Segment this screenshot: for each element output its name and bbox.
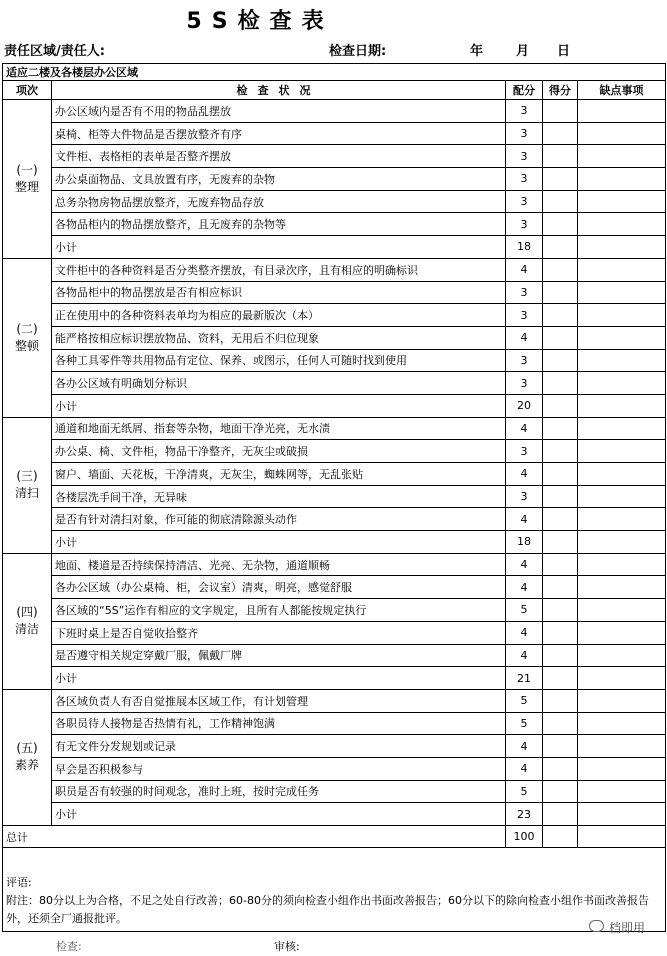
defects-cell[interactable] [578,213,666,236]
defects-cell[interactable] [578,803,666,826]
check-item: 小计 [52,531,506,554]
defects-cell[interactable] [578,735,666,758]
year-label: 年 [470,44,484,59]
points-cell: 21 [506,667,543,690]
score-cell[interactable] [543,599,578,622]
score-cell[interactable] [543,667,578,690]
check-item: 办公桌、椅、文件柜，物品干净整齐，无灰尘或破损 [52,440,506,463]
category-cell: (二) 整顿 [3,258,52,417]
check-item: 办公区域内是否有不用的物品乱摆放 [52,100,506,123]
table-row [3,417,666,440]
checker-label: 检查: [56,940,82,953]
defects-cell[interactable] [578,190,666,213]
table-row [3,667,666,690]
header-defects: 缺点事项 [578,81,666,100]
defects-cell[interactable] [578,576,666,599]
score-cell[interactable] [543,780,578,803]
defects-cell[interactable] [578,712,666,735]
score-cell[interactable] [543,757,578,780]
table-row [3,281,666,304]
points-cell: 4 [506,508,543,531]
score-cell[interactable] [543,145,578,168]
check-item: 小计 [52,667,506,690]
check-item: 各区域的“5S”运作有相应的文字规定，且所有人都能按规定执行 [52,599,506,622]
score-cell[interactable] [543,281,578,304]
score-cell[interactable] [543,168,578,191]
defects-cell[interactable] [578,621,666,644]
header-check: 检查状况 [52,81,506,100]
score-cell[interactable] [543,122,578,145]
total-row [3,826,666,848]
points-cell: 3 [506,440,543,463]
watermark [609,919,645,936]
check-item: 是否有针对清扫对象，作可能的彻底清除源头动作 [52,508,506,531]
category-cell: (四) 清洁 [3,553,52,689]
score-cell[interactable] [543,100,578,123]
score-cell[interactable] [543,735,578,758]
check-item: 各办公区域有明确划分标识 [52,372,506,395]
table-row [3,168,666,191]
score-cell[interactable] [543,394,578,417]
check-item: 各种工具零件等共用物品有定位、保养、或图示，任何人可随时找到使用 [52,349,506,372]
total-defects-cell[interactable] [578,826,666,848]
page-title: 5S检查表 [186,9,334,34]
points-cell: 3 [506,190,543,213]
score-cell[interactable] [543,372,578,395]
defects-cell[interactable] [578,531,666,554]
points-cell: 3 [506,145,543,168]
score-cell[interactable] [543,689,578,712]
check-item: 桌椅、柜等大件物品是否摆放整齐有序 [52,122,506,145]
area-label: 适应二楼及各楼层办公区域 [3,64,666,81]
table-row [3,576,666,599]
check-item: 各物品柜内的物品摆放整齐，且无废弃的杂物等 [52,213,506,236]
defects-cell[interactable] [578,236,666,259]
check-item: 各办公区域（办公桌椅、柜，会议室）清爽，明亮，感觉舒服 [52,576,506,599]
points-cell: 3 [506,372,543,395]
check-item: 小计 [52,236,506,259]
table-row [3,258,666,281]
defects-cell[interactable] [578,349,666,372]
table-row [3,394,666,417]
check-item: 通道和地面无纸屑、指套等杂物，地面干净光亮，无水渍 [52,417,506,440]
points-cell: 5 [506,689,543,712]
month-label: 月 [516,44,530,59]
score-cell[interactable] [543,644,578,667]
points-cell: 23 [506,803,543,826]
score-cell[interactable] [543,417,578,440]
score-cell[interactable] [543,326,578,349]
defects-cell[interactable] [578,145,666,168]
points-cell: 3 [506,485,543,508]
score-cell[interactable] [543,190,578,213]
defects-cell[interactable] [578,258,666,281]
date-label: 检查日期: [329,44,387,59]
defects-cell[interactable] [578,667,666,690]
reviewer-label: 审核: [274,940,300,953]
header-score: 得分 [543,81,578,100]
check-item: 文件柜中的各种资料是否分类整齐摆放，有目录次序，且有相应的明确标识 [52,258,506,281]
points-cell: 4 [506,463,543,486]
table-row [3,326,666,349]
score-cell[interactable] [543,485,578,508]
header-item: 项次 [3,81,52,100]
responsible-label: 责任区域/责任人: [4,44,105,59]
defects-cell[interactable] [578,168,666,191]
table-row [3,644,666,667]
points-cell: 4 [506,326,543,349]
points-cell: 4 [506,576,543,599]
score-cell[interactable] [543,213,578,236]
area-row [3,64,666,81]
check-item: 小计 [52,394,506,417]
notes-row [3,848,666,932]
defects-cell[interactable] [578,122,666,145]
score-cell[interactable] [543,531,578,554]
check-item: 正在使用中的各种资料表单均为相应的最新版次（本） [52,304,506,327]
inspection-table [2,63,666,932]
check-item: 是否遵守相关规定穿戴厂服，佩戴厂牌 [52,644,506,667]
check-item: 小计 [52,803,506,826]
check-item: 文件柜、表格柜的表单是否整齐摆放 [52,145,506,168]
category-cell: (一) 整理 [3,100,52,259]
defects-cell[interactable] [578,485,666,508]
defects-cell[interactable] [578,553,666,576]
check-item: 能严格按相应标识摆放物品、资料，无用后不归位现象 [52,326,506,349]
check-item: 办公桌面物品、文具放置有序，无废弃的杂物 [52,168,506,191]
defects-cell[interactable] [578,440,666,463]
table-row [3,304,666,327]
defects-cell[interactable] [578,281,666,304]
check-item: 下班时桌上是否自觉收拾整齐 [52,621,506,644]
header-row [3,81,666,100]
table-row [3,236,666,259]
points-cell: 4 [506,757,543,780]
day-label: 日 [557,44,571,59]
table-row [3,122,666,145]
points-cell: 5 [506,712,543,735]
defects-cell[interactable] [578,689,666,712]
total-label: 总计 [3,826,506,848]
table-row [3,440,666,463]
points-cell: 3 [506,304,543,327]
check-item: 各职员待人接物是否热情有礼，工作精神饱满 [52,712,506,735]
check-item: 各区域负责人有否自觉推展本区域工作，有计划管理 [52,689,506,712]
points-cell: 4 [506,735,543,758]
check-item: 总务杂物房物品摆放整齐，无废弃物品存放 [52,190,506,213]
score-cell[interactable] [543,621,578,644]
defects-cell[interactable] [578,463,666,486]
header-points: 配分 [506,81,543,100]
notes-text: 附注：80分以上为合格，不足之处自行改善；60-80分的须向检查小组作出书面改善报告；60分以下的除向检查小组作书面改善报告外，还须全厂通报批评。 [6,894,649,925]
score-cell[interactable] [543,712,578,735]
defects-cell[interactable] [578,757,666,780]
points-cell: 3 [506,168,543,191]
points-cell: 4 [506,621,543,644]
notes-heading: 评语: [6,876,32,889]
table-row [3,599,666,622]
defects-cell[interactable] [578,372,666,395]
table-row [3,145,666,168]
score-cell[interactable] [543,258,578,281]
total-points: 100 [506,826,543,848]
table-row [3,803,666,826]
defects-cell[interactable] [578,599,666,622]
table-row [3,213,666,236]
table-row [3,531,666,554]
table-row [3,463,666,486]
points-cell: 20 [506,394,543,417]
check-item: 有无文件分发规划或记录 [52,735,506,758]
score-cell[interactable] [543,553,578,576]
check-item: 地面、楼道是否持续保持清洁、光亮、无杂物，通道顺畅 [52,553,506,576]
points-cell: 3 [506,213,543,236]
check-item: 各物品柜中的物品摆放是否有相应标识 [52,281,506,304]
points-cell: 4 [506,258,543,281]
table-row [3,553,666,576]
total-score-cell[interactable] [543,826,578,848]
watermark-text: 档即用 [608,921,645,935]
points-cell: 5 [506,599,543,622]
table-row [3,689,666,712]
table-row [3,712,666,735]
table-row [3,735,666,758]
check-item: 窗户、墙面、天花板，干净清爽，无灰尘，蜘蛛网等，无乱张贴 [52,463,506,486]
wechat-icon [589,920,604,932]
table-row [3,190,666,213]
table-row [3,780,666,803]
points-cell: 3 [506,281,543,304]
defects-cell[interactable] [578,508,666,531]
meta-row [4,38,664,60]
score-cell[interactable] [543,803,578,826]
check-item: 各楼层洗手间干净，无异味 [52,485,506,508]
score-cell[interactable] [543,508,578,531]
defects-cell[interactable] [578,417,666,440]
table-row [3,757,666,780]
table-row [3,485,666,508]
score-cell[interactable] [543,463,578,486]
category-cell: (五) 素养 [3,689,52,825]
defects-cell[interactable] [578,780,666,803]
category-cell: (三) 清扫 [3,417,52,553]
table-row [3,621,666,644]
defects-cell[interactable] [578,304,666,327]
defects-cell[interactable] [578,394,666,417]
table-row [3,100,666,123]
points-cell: 18 [506,236,543,259]
defects-cell[interactable] [578,100,666,123]
footer [0,937,667,955]
points-cell: 3 [506,122,543,145]
points-cell: 4 [506,553,543,576]
table-row [3,372,666,395]
defects-cell[interactable] [578,644,666,667]
score-cell[interactable] [543,576,578,599]
points-cell: 4 [506,644,543,667]
score-cell[interactable] [543,304,578,327]
notes-cell [3,848,666,932]
score-cell[interactable] [543,236,578,259]
points-cell: 5 [506,780,543,803]
defects-cell[interactable] [578,326,666,349]
points-cell: 4 [506,417,543,440]
score-cell[interactable] [543,349,578,372]
check-item: 职员是否有较强的时间观念，准时上班，按时完成任务 [52,780,506,803]
score-cell[interactable] [543,440,578,463]
points-cell: 18 [506,531,543,554]
table-row [3,508,666,531]
points-cell: 3 [506,100,543,123]
points-cell: 3 [506,349,543,372]
check-item: 早会是否积极参与 [52,757,506,780]
table-row [3,349,666,372]
